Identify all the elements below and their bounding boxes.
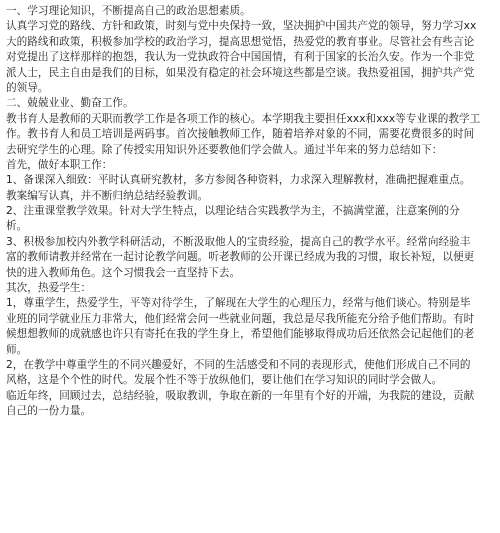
paragraph-line: 风格，这是个个性的时代。发展个性不等于放纵他们，要让他们在学习知识的同时学会做人。	[6, 374, 443, 387]
subheading-first: 首先，做好本职工作：	[6, 158, 113, 171]
paragraph-line: 大的路线和政策，积极参加学校的政治学习，提高思想觉悟，热爱党的教育事业。尽管社会有些言论	[6, 35, 475, 48]
paragraph-line: 师。	[6, 343, 28, 356]
section-heading-2: 二、兢兢业业、勤奋工作。	[6, 97, 134, 110]
paragraph-line: 2、注重课堂教学效果。针对大学生特点，以理论结合实践教学为主，不搞满堂灌，注意案例的分	[6, 205, 460, 218]
paragraph-line: 候想想教师的成就感也许只有寄托在我的学生身上，希望他们能够取得成功后还依然会记起他们的老	[6, 328, 475, 341]
paragraph-line: 自己的一份力量。	[6, 405, 92, 418]
paragraph-line: 1，尊重学生，热爱学生，平等对待学生，了解现在大学生的心理压力，经常与他们谈心。特别是毕	[6, 297, 471, 310]
paragraph-line: 业班的同学就业压力非常大，他们经常会问一些就业问题，我总是尽我所能充分给予他们帮助。有时	[6, 312, 475, 325]
paragraph-line: 作。教书育人和员工培训是两码事。首次接触教师工作，随着培养对象的不同，需要花费很多的时间	[6, 128, 475, 141]
paragraph-line: 派人士，民主自由是我们的目标，如果没有稳定的社会环境这些都是空谈。我热爱祖国，拥护共产党	[6, 66, 475, 79]
section-heading-1: 一、学习理论知识，不断提高自己的政治思想素质。	[6, 5, 251, 17]
paragraph-line: 教书育人是教师的天职而教学工作是各项工作的核心。本学期我主要担任xxx和xxx等专业课的教学工	[6, 112, 481, 125]
paragraph-line: 2，在教学中尊重学生的不同兴趣爱好，不同的生活感受和不同的表现形式，使他们形成自己不同的	[6, 358, 471, 371]
paragraph-line: 析。	[6, 220, 28, 233]
subheading-second: 其次，热爱学生：	[6, 282, 92, 295]
paragraph-line: 认真学习党的路线、方针和政策，时刻与党中央保持一致，坚决拥护中国共产党的领导，努力学习xx	[6, 20, 477, 33]
paragraph-line: 临近年终，回顾过去，总结经验，吸取教训，争取在新的一年里有个好的开端，为我院的建设，贡献	[6, 389, 475, 402]
paragraph-line: 1、备课深入细致：平时认真研究教材，多方参阅各种资料，力求深入理解教材，准确把握难重点。	[6, 174, 471, 187]
paragraph-line: 对党提出了这样那样的抱怨，我认为一党执政符合中国国情，有利于国家的长治久安。作为一个非党	[6, 51, 475, 64]
document-body	[6, 4, 496, 420]
paragraph-line: 教案编写认真，并不断归纳总结经验教训。	[6, 189, 209, 202]
paragraph-line: 富的教师请教并经常在一起讨论教学问题。听老教师的公开课已经成为我的习惯，取长补短，以便更	[6, 251, 475, 264]
paragraph-line: 去研究学生的心理。除了传授实用知识外还要教他们学会做人。通过半年来的努力总结如下：	[6, 143, 443, 156]
paragraph-line: 3、积极参加校内外教学科研活动，不断汲取他人的宝贵经验，提高自己的教学水平。经常向经验丰	[6, 235, 471, 248]
paragraph-line: 快的进入教师角色。这个习惯我会一直坚持下去。	[6, 266, 241, 279]
paragraph-line: 的领导。	[6, 81, 49, 94]
